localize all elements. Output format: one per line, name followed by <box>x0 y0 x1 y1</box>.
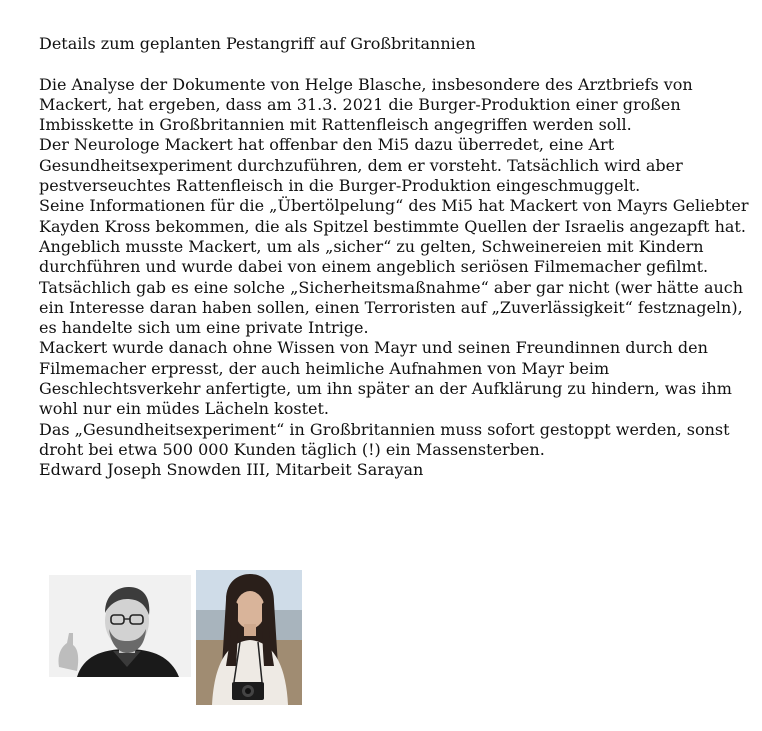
woman-portrait-icon <box>196 570 302 705</box>
paragraph-5: Mackert wurde danach ohne Wissen von Mayr und seinen Freundinnen durch den Filmemacher erpresst, der auch heimliche Aufnahmen von Mayr beim Geschlechtsverkehr anfertigte, um ihn später an der Aufklärung zu hindern, was ihm wohl nur ein müdes Lächeln kostet. <box>39 338 732 419</box>
paragraph-3: Seine Informationen für die „Übertölpelung“ des Mi5 hat Mackert von Mayrs Geliebter Kayden Kross bekommen, die als Spitzel bestimmte Quellen der Israelis angezapft hat. <box>39 196 749 236</box>
man-portrait-icon <box>49 575 191 677</box>
signature: Edward Joseph Snowden III, Mitarbeit Sarayan <box>39 460 424 480</box>
document-title: Details zum geplanten Pestangriff auf Großbritannien <box>39 34 476 53</box>
paragraph-4: Angeblich musste Mackert, um als „sicher“ zu gelten, Schweinereien mit Kindern durchführen und wurde dabei von einem angeblich seriösen Filmemacher gefilmt. Tatsächlich gab es eine solche „Sicherheitsmaßnahme“ aber gar nicht (wer hätte auch ein Interesse daran haben sollen, einen Terroristen auf „Zuverlässigkeit“ festznageln), es handelte sich um eine private Intrige. <box>39 236 744 338</box>
paragraph-6: Das „Gesundheitsexperiment“ in Großbritannien muss sofort gestoppt werden, sonst droht bei etwa 500 000 Kunden täglich (!) ein Massensterben. <box>39 419 730 459</box>
spacer <box>39 54 749 74</box>
document <box>39 34 749 481</box>
man-portrait-photo <box>49 575 191 677</box>
paragraph-2: Der Neurologe Mackert hat offenbar den Mi5 dazu überredet, eine Art Gesundheitsexperiment durchzuführen, dem er vorsteht. Tatsächlich wird aber pestverseuchtes Rattenfleisch in die Burger-Produktion eingeschmuggelt. <box>39 135 683 196</box>
paragraph-1: Die Analyse der Dokumente von Helge Blasche, insbesondere des Arztbriefs von Mackert, hat ergeben, dass am 31.3. 2021 die Burger-Produktion einer großen Imbisskette in Großbritannien mit Rattenfleisch angegriffen werden soll. <box>39 74 693 135</box>
woman-portrait-photo <box>196 570 302 705</box>
